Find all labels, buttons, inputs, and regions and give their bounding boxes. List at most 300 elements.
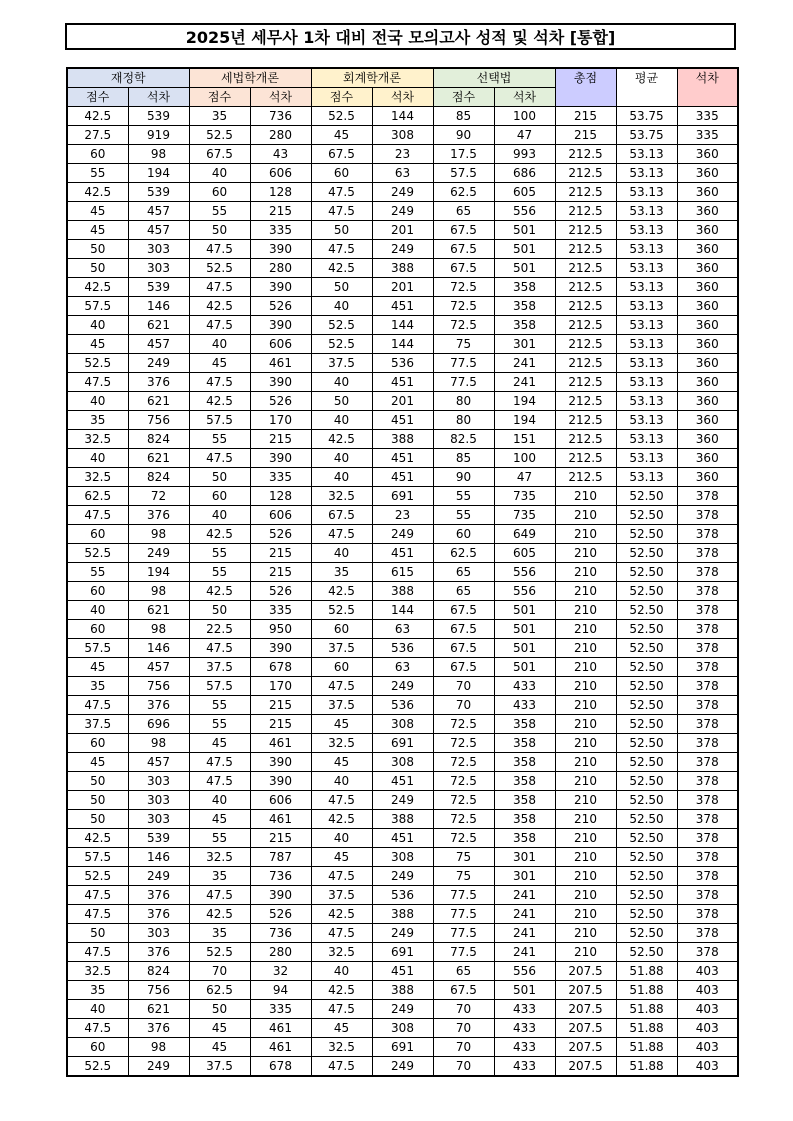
table-cell: 77.5 — [433, 924, 494, 943]
table-cell: 90 — [433, 126, 494, 145]
table-cell: 57.5 — [67, 848, 128, 867]
table-cell: 433 — [494, 1019, 555, 1038]
table-cell: 358 — [494, 829, 555, 848]
table-cell: 45 — [67, 658, 128, 677]
table-cell: 539 — [128, 829, 189, 848]
table-cell: 308 — [372, 753, 433, 772]
table-row — [67, 620, 738, 639]
table-cell: 53.13 — [616, 468, 677, 487]
table-cell: 536 — [372, 639, 433, 658]
table-cell: 65 — [433, 582, 494, 601]
table-cell: 40 — [311, 373, 372, 392]
table-cell: 301 — [494, 335, 555, 354]
table-cell: 461 — [250, 1019, 311, 1038]
table-cell: 67.5 — [189, 145, 250, 164]
table-row — [67, 772, 738, 791]
table-cell: 388 — [372, 905, 433, 924]
table-cell: 60 — [433, 525, 494, 544]
table-cell: 47.5 — [311, 924, 372, 943]
table-cell: 42.5 — [189, 905, 250, 924]
table-cell: 53.13 — [616, 240, 677, 259]
table-cell: 70 — [433, 677, 494, 696]
table-cell: 605 — [494, 183, 555, 202]
table-cell: 201 — [372, 392, 433, 411]
table-cell: 52.5 — [67, 544, 128, 563]
table-cell: 65 — [433, 563, 494, 582]
table-cell: 50 — [67, 240, 128, 259]
table-cell: 72.5 — [433, 753, 494, 772]
table-cell: 60 — [67, 525, 128, 544]
table-cell: 32 — [250, 962, 311, 981]
table-body — [67, 107, 738, 1077]
table-cell: 45 — [67, 221, 128, 240]
table-cell: 376 — [128, 943, 189, 962]
table-cell: 194 — [128, 164, 189, 183]
table-cell: 451 — [372, 829, 433, 848]
table-cell: 649 — [494, 525, 555, 544]
table-cell: 215 — [250, 696, 311, 715]
table-cell: 249 — [128, 1057, 189, 1077]
table-row — [67, 981, 738, 1000]
table-cell: 37.5 — [189, 658, 250, 677]
table-cell: 32.5 — [67, 430, 128, 449]
table-cell: 308 — [372, 126, 433, 145]
score-table — [66, 67, 739, 1077]
table-cell: 461 — [250, 734, 311, 753]
table-cell: 60 — [67, 145, 128, 164]
table-cell: 249 — [372, 1000, 433, 1019]
table-cell: 170 — [250, 677, 311, 696]
table-cell: 53.13 — [616, 297, 677, 316]
table-cell: 210 — [555, 848, 616, 867]
table-cell: 57.5 — [67, 297, 128, 316]
table-cell: 691 — [372, 487, 433, 506]
table-cell: 52.5 — [311, 335, 372, 354]
table-cell: 98 — [128, 525, 189, 544]
table-cell: 360 — [677, 411, 738, 430]
table-cell: 388 — [372, 259, 433, 278]
table-cell: 210 — [555, 943, 616, 962]
table-row — [67, 487, 738, 506]
table-cell: 376 — [128, 696, 189, 715]
table-cell: 210 — [555, 525, 616, 544]
table-cell: 42.5 — [189, 525, 250, 544]
table-cell: 378 — [677, 734, 738, 753]
table-cell: 55 — [189, 202, 250, 221]
table-cell: 451 — [372, 544, 433, 563]
table-cell: 47 — [494, 468, 555, 487]
table-cell: 212.5 — [555, 278, 616, 297]
table-cell: 215 — [250, 430, 311, 449]
table-cell: 360 — [677, 430, 738, 449]
table-cell: 42.5 — [189, 392, 250, 411]
table-cell: 280 — [250, 943, 311, 962]
table-cell: 63 — [372, 164, 433, 183]
table-cell: 457 — [128, 202, 189, 221]
table-cell: 50 — [67, 791, 128, 810]
table-cell: 210 — [555, 715, 616, 734]
table-cell: 539 — [128, 107, 189, 126]
table-row — [67, 107, 738, 126]
table-cell: 98 — [128, 1038, 189, 1057]
table-row — [67, 886, 738, 905]
table-cell: 40 — [67, 316, 128, 335]
table-cell: 52.50 — [616, 734, 677, 753]
table-cell: 433 — [494, 677, 555, 696]
table-cell: 378 — [677, 582, 738, 601]
table-cell: 390 — [250, 373, 311, 392]
table-cell: 40 — [67, 449, 128, 468]
table-cell: 378 — [677, 506, 738, 525]
table-cell: 146 — [128, 848, 189, 867]
table-cell: 60 — [67, 620, 128, 639]
table-cell: 47.5 — [189, 753, 250, 772]
table-cell: 378 — [677, 696, 738, 715]
table-cell: 47.5 — [311, 525, 372, 544]
table-cell: 433 — [494, 1038, 555, 1057]
table-cell: 210 — [555, 867, 616, 886]
table-cell: 52.50 — [616, 601, 677, 620]
table-cell: 606 — [250, 164, 311, 183]
table-cell: 207.5 — [555, 981, 616, 1000]
table-cell: 358 — [494, 810, 555, 829]
table-cell: 249 — [372, 202, 433, 221]
table-row — [67, 297, 738, 316]
table-cell: 40 — [311, 829, 372, 848]
table-cell: 501 — [494, 240, 555, 259]
table-cell: 212.5 — [555, 316, 616, 335]
table-row — [67, 164, 738, 183]
table-cell: 249 — [372, 677, 433, 696]
table-cell: 40 — [189, 791, 250, 810]
table-cell: 17.5 — [433, 145, 494, 164]
table-cell: 358 — [494, 297, 555, 316]
table-cell: 53.75 — [616, 107, 677, 126]
table-cell: 403 — [677, 962, 738, 981]
table-cell: 51.88 — [616, 962, 677, 981]
table-cell: 526 — [250, 297, 311, 316]
table-row — [67, 829, 738, 848]
table-cell: 376 — [128, 886, 189, 905]
table-cell: 735 — [494, 487, 555, 506]
table-cell: 378 — [677, 791, 738, 810]
table-cell: 461 — [250, 1038, 311, 1057]
table-cell: 47.5 — [189, 373, 250, 392]
table-cell: 60 — [311, 164, 372, 183]
table-row — [67, 791, 738, 810]
table-cell: 151 — [494, 430, 555, 449]
table-cell: 47.5 — [311, 202, 372, 221]
table-cell: 70 — [433, 1000, 494, 1019]
table-cell: 45 — [189, 1038, 250, 1057]
table-cell: 67.5 — [433, 981, 494, 1000]
table-cell: 60 — [189, 183, 250, 202]
table-cell: 358 — [494, 734, 555, 753]
table-cell: 451 — [372, 772, 433, 791]
table-cell: 390 — [250, 240, 311, 259]
table-cell: 303 — [128, 259, 189, 278]
table-cell: 210 — [555, 772, 616, 791]
table-cell: 210 — [555, 791, 616, 810]
table-cell: 52.50 — [616, 658, 677, 677]
table-cell: 360 — [677, 373, 738, 392]
table-cell: 207.5 — [555, 1057, 616, 1077]
table-cell: 45 — [67, 753, 128, 772]
table-cell: 526 — [250, 582, 311, 601]
table-cell: 360 — [677, 335, 738, 354]
table-cell: 241 — [494, 905, 555, 924]
table-cell: 40 — [67, 601, 128, 620]
table-cell: 378 — [677, 715, 738, 734]
table-cell: 90 — [433, 468, 494, 487]
table-cell: 388 — [372, 430, 433, 449]
table-cell: 50 — [189, 221, 250, 240]
table-cell: 37.5 — [311, 639, 372, 658]
table-cell: 72.5 — [433, 829, 494, 848]
table-cell: 303 — [128, 810, 189, 829]
table-cell: 51.88 — [616, 1038, 677, 1057]
table-cell: 67.5 — [433, 658, 494, 677]
table-cell: 55 — [189, 715, 250, 734]
table-cell: 212.5 — [555, 335, 616, 354]
table-cell: 40 — [189, 335, 250, 354]
table-cell: 128 — [250, 487, 311, 506]
table-cell: 378 — [677, 867, 738, 886]
table-cell: 207.5 — [555, 962, 616, 981]
table-cell: 40 — [311, 772, 372, 791]
table-cell: 98 — [128, 620, 189, 639]
table-row — [67, 449, 738, 468]
table-row — [67, 696, 738, 715]
table-cell: 403 — [677, 1038, 738, 1057]
table-cell: 57.5 — [189, 677, 250, 696]
table-cell: 360 — [677, 202, 738, 221]
table-cell: 52.50 — [616, 677, 677, 696]
table-cell: 378 — [677, 658, 738, 677]
table-cell: 45 — [189, 354, 250, 373]
header-subject-accounting: 회계학개론 — [311, 68, 433, 88]
table-cell: 378 — [677, 620, 738, 639]
table-cell: 390 — [250, 639, 311, 658]
table-row — [67, 506, 738, 525]
table-cell: 22.5 — [189, 620, 250, 639]
table-row — [67, 183, 738, 202]
table-cell: 210 — [555, 487, 616, 506]
table-cell: 170 — [250, 411, 311, 430]
table-cell: 52.50 — [616, 905, 677, 924]
table-cell: 52.50 — [616, 563, 677, 582]
table-cell: 378 — [677, 753, 738, 772]
header-score: 점수 — [433, 88, 494, 107]
table-row — [67, 544, 738, 563]
table-cell: 501 — [494, 620, 555, 639]
table-cell: 60 — [311, 658, 372, 677]
table-cell: 45 — [311, 1019, 372, 1038]
table-cell: 376 — [128, 373, 189, 392]
table-cell: 32.5 — [67, 468, 128, 487]
table-cell: 55 — [189, 696, 250, 715]
table-row — [67, 867, 738, 886]
table-cell: 53.13 — [616, 316, 677, 335]
table-cell: 53.13 — [616, 164, 677, 183]
table-row — [67, 316, 738, 335]
table-cell: 85 — [433, 449, 494, 468]
header-score: 점수 — [311, 88, 372, 107]
table-cell: 37.5 — [67, 715, 128, 734]
table-row — [67, 373, 738, 392]
table-cell: 47.5 — [189, 886, 250, 905]
header-average: 평균 — [616, 68, 677, 107]
table-cell: 62.5 — [189, 981, 250, 1000]
table-cell: 249 — [128, 354, 189, 373]
table-cell: 210 — [555, 905, 616, 924]
table-cell: 52.50 — [616, 848, 677, 867]
table-cell: 72.5 — [433, 772, 494, 791]
table-cell: 360 — [677, 183, 738, 202]
table-cell: 358 — [494, 791, 555, 810]
table-cell: 55 — [433, 506, 494, 525]
table-cell: 42.5 — [311, 981, 372, 1000]
table-cell: 47.5 — [189, 316, 250, 335]
table-cell: 201 — [372, 278, 433, 297]
table-cell: 60 — [311, 620, 372, 639]
table-cell: 70 — [433, 1038, 494, 1057]
table-cell: 47.5 — [67, 696, 128, 715]
table-cell: 98 — [128, 582, 189, 601]
table-cell: 390 — [250, 449, 311, 468]
table-cell: 303 — [128, 240, 189, 259]
table-cell: 60 — [189, 487, 250, 506]
table-cell: 50 — [189, 468, 250, 487]
table-cell: 53.13 — [616, 392, 677, 411]
table-cell: 194 — [128, 563, 189, 582]
table-cell: 51.88 — [616, 1000, 677, 1019]
table-cell: 77.5 — [433, 905, 494, 924]
page-title: 2025년 세무사 1차 대비 전국 모의고사 성적 및 석차 [통합] — [65, 23, 736, 50]
table-row — [67, 905, 738, 924]
table-cell: 52.50 — [616, 544, 677, 563]
header-subject-elective-law: 선택법 — [433, 68, 555, 88]
table-cell: 301 — [494, 848, 555, 867]
table-cell: 210 — [555, 677, 616, 696]
table-cell: 72.5 — [433, 810, 494, 829]
table-cell: 212.5 — [555, 240, 616, 259]
table-cell: 451 — [372, 411, 433, 430]
table-cell: 72.5 — [433, 278, 494, 297]
header-subject-public-finance: 재정학 — [67, 68, 189, 88]
table-cell: 249 — [128, 544, 189, 563]
table-cell: 100 — [494, 449, 555, 468]
table-cell: 360 — [677, 354, 738, 373]
header-rank: 석차 — [494, 88, 555, 107]
table-cell: 378 — [677, 544, 738, 563]
table-cell: 47.5 — [311, 1000, 372, 1019]
table-cell: 993 — [494, 145, 555, 164]
table-cell: 678 — [250, 658, 311, 677]
table-cell: 50 — [189, 1000, 250, 1019]
table-cell: 52.50 — [616, 715, 677, 734]
table-cell: 53.13 — [616, 202, 677, 221]
table-cell: 212.5 — [555, 468, 616, 487]
table-cell: 526 — [250, 392, 311, 411]
table-cell: 378 — [677, 829, 738, 848]
table-row — [67, 1038, 738, 1057]
table-cell: 212.5 — [555, 354, 616, 373]
table-cell: 45 — [189, 734, 250, 753]
table-cell: 52.50 — [616, 506, 677, 525]
table-row — [67, 563, 738, 582]
table-cell: 60 — [67, 582, 128, 601]
table-cell: 756 — [128, 411, 189, 430]
table-cell: 52.50 — [616, 772, 677, 791]
table-cell: 378 — [677, 943, 738, 962]
table-cell: 433 — [494, 1057, 555, 1077]
table-cell: 215 — [250, 715, 311, 734]
table-cell: 37.5 — [311, 696, 372, 715]
table-cell: 378 — [677, 810, 738, 829]
table-cell: 35 — [67, 411, 128, 430]
table-cell: 335 — [677, 126, 738, 145]
table-cell: 45 — [311, 848, 372, 867]
table-cell: 55 — [67, 563, 128, 582]
table-cell: 45 — [67, 335, 128, 354]
table-row — [67, 658, 738, 677]
table-cell: 40 — [311, 297, 372, 316]
table-cell: 210 — [555, 924, 616, 943]
table-cell: 378 — [677, 886, 738, 905]
header-subject-tax-law: 세법학개론 — [189, 68, 311, 88]
table-cell: 241 — [494, 924, 555, 943]
table-cell: 950 — [250, 620, 311, 639]
table-cell: 55 — [67, 164, 128, 183]
table-cell: 212.5 — [555, 392, 616, 411]
table-cell: 53.13 — [616, 373, 677, 392]
table-cell: 433 — [494, 696, 555, 715]
table-cell: 40 — [311, 411, 372, 430]
table-cell: 82.5 — [433, 430, 494, 449]
table-cell: 35 — [67, 677, 128, 696]
table-cell: 40 — [189, 164, 250, 183]
table-row — [67, 221, 738, 240]
table-cell: 70 — [433, 696, 494, 715]
table-cell: 501 — [494, 221, 555, 240]
table-cell: 62.5 — [433, 183, 494, 202]
table-cell: 32.5 — [311, 1038, 372, 1057]
table-cell: 53.13 — [616, 183, 677, 202]
table-cell: 308 — [372, 715, 433, 734]
table-cell: 47.5 — [67, 943, 128, 962]
table-cell: 378 — [677, 601, 738, 620]
table-cell: 47.5 — [311, 183, 372, 202]
table-cell: 77.5 — [433, 354, 494, 373]
table-row — [67, 962, 738, 981]
table-cell: 75 — [433, 848, 494, 867]
table-cell: 65 — [433, 202, 494, 221]
table-cell: 210 — [555, 601, 616, 620]
table-cell: 360 — [677, 449, 738, 468]
table-cell: 43 — [250, 145, 311, 164]
table-cell: 63 — [372, 658, 433, 677]
table-cell: 388 — [372, 981, 433, 1000]
table-cell: 457 — [128, 753, 189, 772]
table-cell: 47.5 — [67, 886, 128, 905]
table-cell: 52.5 — [311, 316, 372, 335]
table-cell: 556 — [494, 582, 555, 601]
table-cell: 210 — [555, 696, 616, 715]
table-cell: 144 — [372, 335, 433, 354]
table-cell: 736 — [250, 924, 311, 943]
table-cell: 35 — [189, 867, 250, 886]
